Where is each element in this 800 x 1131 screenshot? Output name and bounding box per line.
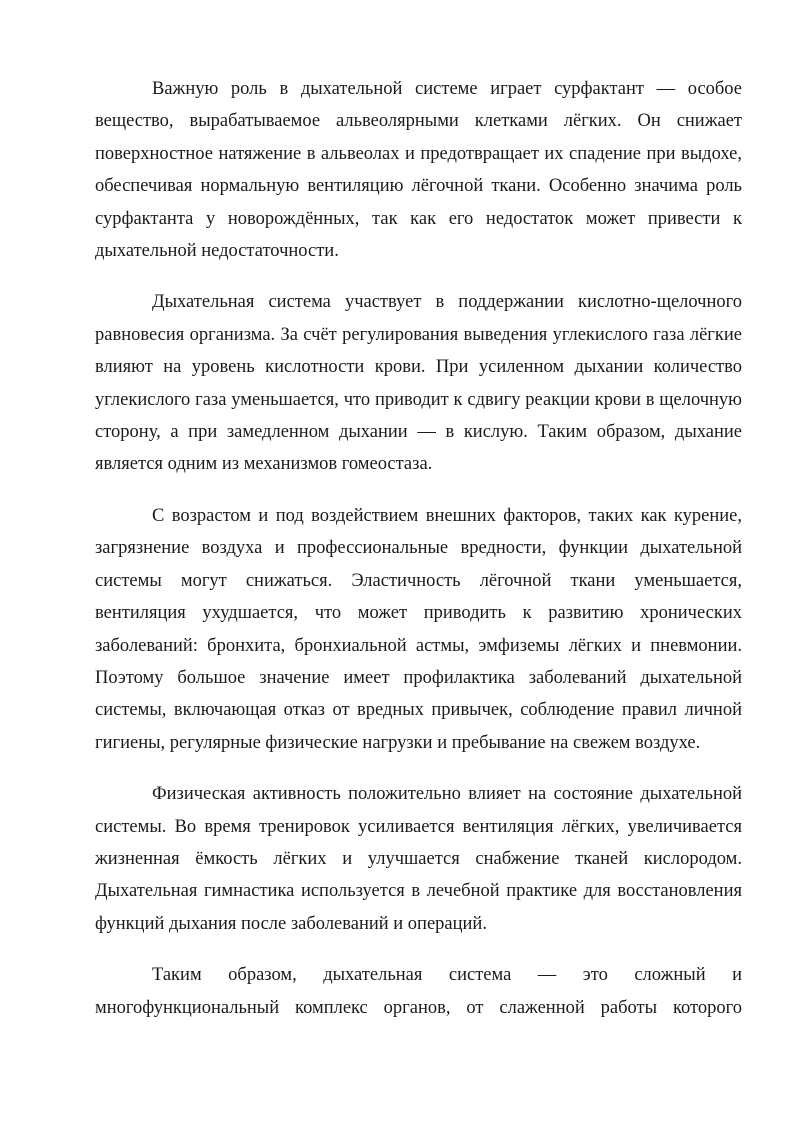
paragraph-age-factors: С возрастом и под воздействием внешних факторов, таких как курение, загрязнение воздуха и профессиональные вредности, функции дыхательной системы могут снижаться. Эластичность лёгочной ткани уменьшается, вентиляция ухудшается, что может приводить к развитию хронических заболеваний: бронхита, бронхиальной астмы, эмфиземы лёгких и пневмонии. Поэтому большое значение имеет профилактика заболеваний дыхательной системы, включающая отказ от вредных привычек, соблюдение правил личной гигиены, регулярные физические нагрузки и пребывание на свежем воздухе. bbox=[95, 505, 742, 753]
paragraph-surfactant: Важную роль в дыхательной системе играет сурфактант — особое вещество, вырабатываемое альвеолярными клетками лёгких. Он снижает поверхностное натяжение в альвеолах и предотвращает их спадение при выдохе, обеспечивая нормальную вентиляцию лёгочной ткани. Особенно значима роль сурфактанта у новорождённых, так как его недостаток может привести к дыхательной недостаточности. bbox=[95, 79, 742, 262]
paragraph-acid-base-balance: Дыхательная система участвует в поддержании кислотно-щелочного равновесия организма. За счёт регулирования выведения углекислого газа лёгкие влияют на уровень кислотности крови. При усиленном дыхании количество углекислого газа уменьшается, что приводит к сдвигу реакции крови в щелочную сторону, а при замедленном дыхании — в кислую. Таким образом, дыхание является одним из механизмов гомеостаза. bbox=[95, 292, 742, 475]
paragraph-physical-activity: Физическая активность положительно влияет на состояние дыхательной системы. Во время тренировок усиливается вентиляция лёгких, увеличивается жизненная ёмкость лёгких и улучшается снабжение тканей кислородом. Дыхательная гимнастика используется в лечебной практике для восстановления функций дыхания после заболеваний и операций. bbox=[95, 784, 742, 934]
document-body bbox=[95, 73, 742, 1043]
paragraph-conclusion: Таким образом, дыхательная система — это сложный и многофункциональный комплекс органов, от слаженной работы которого bbox=[95, 965, 742, 1018]
